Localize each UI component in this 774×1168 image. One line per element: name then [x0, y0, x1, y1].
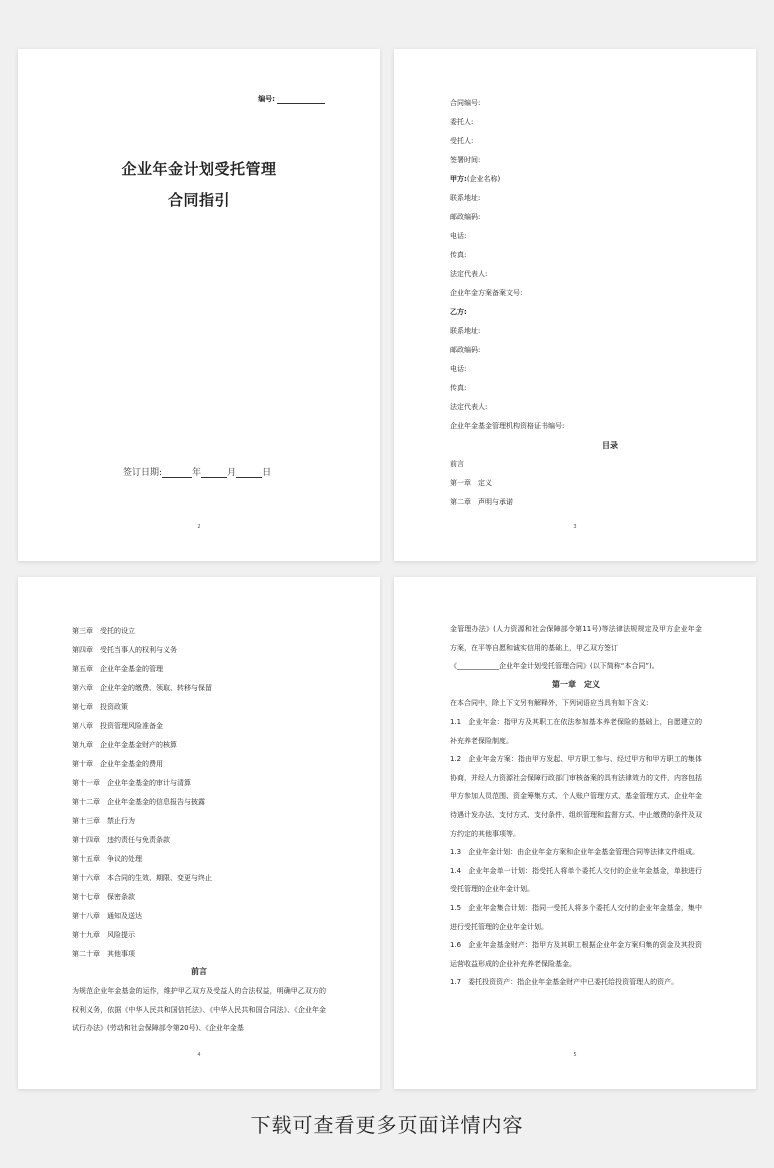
toc-item: 第九章 企业年金基金财产的核算	[72, 741, 177, 749]
toc-item: 第六章 企业年金的缴费、领取、转移与保留	[72, 684, 212, 692]
toc-item: 第八章 投资管理风险准备金	[72, 722, 163, 730]
toc-item: 第五章 企业年金基金的管理	[72, 665, 163, 673]
line-fax-a: 传真:	[450, 251, 467, 259]
toc-item: 第十二章 企业年金基金的信息报告与披露	[72, 798, 205, 806]
toc-chapter-1: 第一章 定义	[450, 479, 492, 487]
toc-item: 第十章 企业年金基金的费用	[72, 760, 163, 768]
preface-text: 为规范企业年金基金的运作，维护甲乙双方及受益人的合法权益，明确甲乙双方的权利义务，依据《中华人民共和国信托法》、《中华人民共和国合同法》、《企业年金试行办法》(劳动和社会保障部令第20号)、《企业年金基	[72, 987, 326, 1033]
line-client: 委托人:	[450, 118, 474, 126]
serial-number-field	[258, 94, 325, 104]
definition-item: 1.2 企业年金方案：指由甲方发起、甲方职工参与、经过甲方和甲方职工的集体协商，并经人力资源社会保障行政部门审核备案的具有法律效力的文件，内容包括甲方参加人员范围、资金筹集方式、个人账户管理方式、基金管理方式、企业年金待遇计发办法、支付方式、支付条件、组织管理和监督方式、中止缴费的条件及双方约定的其他事项等。	[450, 755, 702, 838]
definition-item: 1.3 企业年金计划：由企业年金方案和企业年金基金管理合同等法律文件组成。	[450, 848, 700, 857]
toc-item: 第四章 受托当事人的权利与义务	[72, 646, 177, 654]
line-legal-rep-a: 法定代表人:	[450, 270, 488, 278]
intro-text: 金管理办法》(人力资源和社会保障部令第11号)等法律法规规定及甲方企业年金方案，在平等自愿和诚实信用的基础上，甲乙双方签订	[450, 625, 702, 652]
line-postcode-b: 邮政编码:	[450, 346, 481, 354]
line-sign-time: 签署时间:	[450, 156, 481, 164]
contract-info-page	[394, 49, 756, 561]
toc-item: 第十八章 通知及送达	[72, 912, 142, 920]
party-a-label: 甲方:	[450, 175, 467, 183]
chapter-1-title: 第一章 定义	[552, 679, 600, 689]
definitions-lead: 在本合同中，除上下文另有解释外，下列词语应当具有如下含义:	[450, 699, 649, 708]
definition-item: 1.1 企业年金：指甲方及其职工在依法参加基本养老保险的基础上，自愿建立的补充养老保险制度。	[450, 717, 702, 745]
sign-date-label: 签订日期:	[123, 468, 163, 478]
toc-item: 第十五章 争议的处理	[72, 855, 142, 863]
contract-info-list	[450, 97, 730, 515]
toc-item: 第十三章 禁止行为	[72, 817, 135, 825]
page-number: 2	[197, 524, 201, 530]
toc-preface: 前言	[450, 460, 464, 468]
day-blank	[236, 468, 262, 478]
definitions-page	[394, 577, 756, 1089]
month-label: 月	[227, 468, 237, 478]
toc-item: 第十六章 本合同的生效、期限、变更与终止	[72, 874, 212, 882]
line-postcode-a: 邮政编码:	[450, 213, 481, 221]
party-a-note: (企业名称)	[466, 175, 501, 183]
preface-title: 前言	[191, 967, 207, 976]
line-filing-no: 企业年金方案备案文号:	[450, 289, 523, 297]
year-blank	[162, 468, 192, 478]
sign-date	[123, 465, 271, 478]
toc-item: 第十一章 企业年金基金的审计与清算	[72, 779, 191, 787]
line-cert-no: 企业年金基金管理机构资格证书编号:	[450, 422, 565, 430]
toc-list	[72, 625, 352, 967]
toc-item: 第十四章 违约责任与免责条款	[72, 836, 170, 844]
toc-title: 目录	[602, 441, 618, 450]
line-phone-b: 电话:	[450, 365, 467, 373]
cover-title-line2: 合同指引	[167, 191, 230, 209]
toc-item: 第十九章 风险提示	[72, 931, 135, 939]
cover-title-line1: 企业年金计划受托管理	[121, 160, 277, 178]
cover-page	[18, 49, 380, 561]
contract-reference: 《____________企业年金计划受托管理合同》(以下简称“本合同”)。	[450, 662, 659, 671]
day-label: 日	[262, 468, 272, 478]
serial-blank	[277, 96, 325, 104]
definition-item: 1.6 企业年金基金财产：指甲方及其职工根据企业年金方案归集的资金及其投资运营收益形成的企业补充养老保险基金。	[450, 941, 702, 968]
line-address-b: 联系地址:	[450, 327, 481, 335]
line-legal-rep-b: 法定代表人:	[450, 403, 488, 411]
toc-item: 第三章 受托的设立	[72, 627, 135, 635]
page-number: 3	[573, 524, 577, 530]
line-address-a: 联系地址:	[450, 194, 481, 202]
definition-item: 1.7 委托投资资产：指企业年金基金财产中已委托给投资管理人的资产。	[450, 978, 679, 987]
line-trustee: 受托人:	[450, 137, 474, 145]
line-fax-b: 传真:	[450, 384, 467, 392]
year-label: 年	[192, 468, 202, 478]
page-number: 5	[573, 1052, 577, 1058]
serial-label: 编号:	[258, 95, 275, 103]
month-blank	[201, 468, 227, 478]
toc-item: 第十七章 保密条款	[72, 893, 135, 901]
line-party-a	[450, 173, 730, 192]
toc-page	[18, 577, 380, 1089]
page-number: 4	[197, 1052, 201, 1058]
definition-item: 1.5 企业年金集合计划：指同一受托人将多个委托人交付的企业年金基金，集中进行受托管理的企业年金计划。	[450, 903, 702, 931]
footer-caption: 下载可查看更多页面详情内容	[250, 1113, 524, 1137]
line-contract-no: 合同编号:	[450, 99, 481, 107]
definitions-body	[450, 620, 702, 992]
toc-chapter-2: 第二章 声明与承诺	[450, 498, 513, 506]
toc-item: 第七章 投资政策	[72, 703, 128, 711]
line-phone-a: 电话:	[450, 232, 467, 240]
definition-item: 1.4 企业年金单一计划：指受托人将单个委托人交付的企业年金基金，单独进行受托管理的企业年金计划。	[450, 866, 702, 894]
toc-item: 第二十章 其他事项	[72, 950, 135, 958]
line-party-b: 乙方:	[450, 308, 467, 316]
